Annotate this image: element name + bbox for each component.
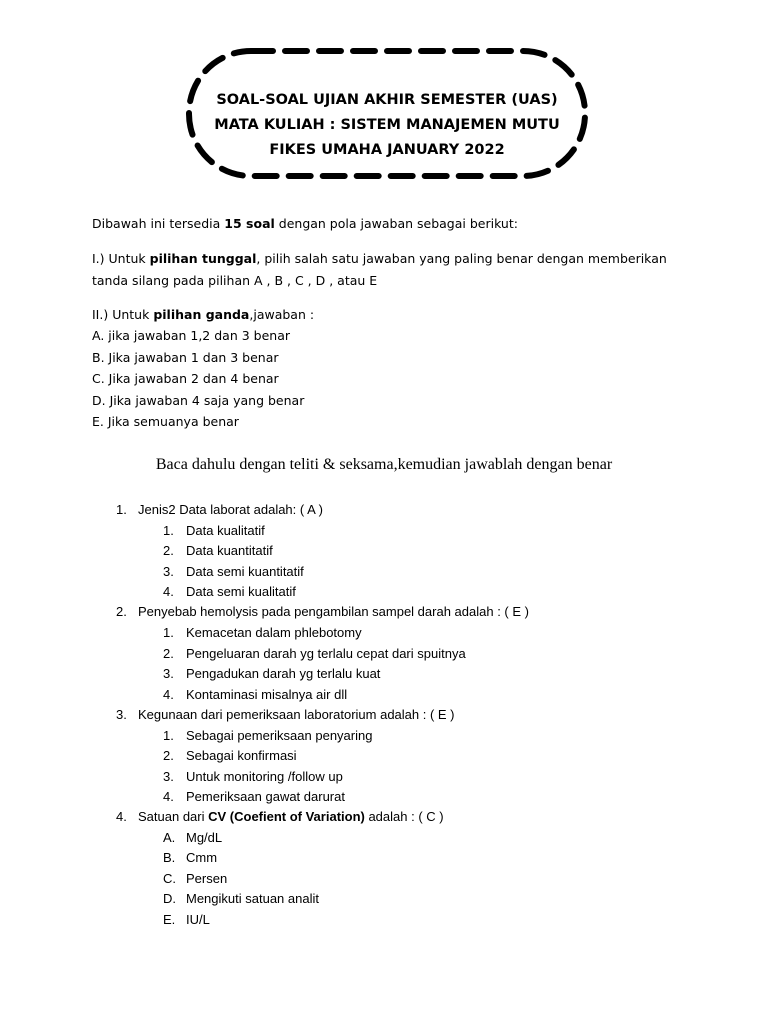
intro-bold: 15 soal <box>224 216 275 231</box>
intro-text: Dibawah ini tersedia <box>92 216 225 231</box>
intro-line-3: tanda silang pada pilihan A , B , C , D , atau E <box>92 273 378 288</box>
question-number: 2. <box>116 604 127 619</box>
option-number: 1. <box>163 625 174 640</box>
option-item <box>163 789 345 804</box>
option-text: IU/L <box>186 912 210 927</box>
option-number: 2. <box>163 748 174 763</box>
option-text: Cmm <box>186 850 218 865</box>
question-text: Satuan dari <box>138 809 209 824</box>
question-text-bold: CV (Coefient of Variation) <box>208 809 365 824</box>
question-text: Penyebab hemolysis pada pengambilan sampel darah adalah : ( E ) <box>138 604 529 619</box>
question-3 <box>116 707 455 722</box>
option-number: 4. <box>163 584 174 599</box>
option-number: 3. <box>163 564 174 579</box>
option-letter: E. <box>163 912 176 927</box>
rule-a: A. jika jawaban 1,2 dan 3 benar <box>92 328 290 343</box>
option-text: Sebagai pemeriksaan penyaring <box>186 728 373 743</box>
option-item <box>163 646 466 661</box>
rule-d: D. Jika jawaban 4 saja yang benar <box>92 393 305 408</box>
intro-text: II.) Untuk <box>92 307 154 322</box>
question-2 <box>116 604 529 619</box>
option-letter: D. <box>163 891 176 906</box>
option-text: Pemeriksaan gawat darurat <box>186 789 345 804</box>
rule-c: C. Jika jawaban 2 dan 4 benar <box>92 371 279 386</box>
option-item <box>163 748 297 763</box>
option-text: Kemacetan dalam phlebotomy <box>186 625 362 640</box>
option-item <box>163 687 347 702</box>
header-line-2: MATA KULIAH : SISTEM MANAJEMEN MUTU <box>214 117 560 133</box>
header-line-3: FIKES UMAHA JANUARY 2022 <box>269 142 505 158</box>
option-letter: A. <box>163 830 176 845</box>
option-item <box>163 666 380 681</box>
question-number: 4. <box>116 809 127 824</box>
option-number: 4. <box>163 687 174 702</box>
option-item <box>163 850 217 865</box>
option-text: Data kualitatif <box>186 523 265 538</box>
option-text: Pengeluaran darah yg terlalu cepat dari spuitnya <box>186 646 466 661</box>
option-number: 1. <box>163 728 174 743</box>
option-number: 1. <box>163 523 174 538</box>
option-text: Pengadukan darah yg terlalu kuat <box>186 666 381 681</box>
intro-text: , pilih salah satu jawaban yang paling benar dengan memberikan <box>256 251 667 266</box>
option-item <box>163 830 222 845</box>
intro-text: ,jawaban : <box>249 307 315 322</box>
option-text: Kontaminasi misalnya air dll <box>186 687 348 702</box>
question-1 <box>116 502 323 517</box>
question-text: Kegunaan dari pemeriksaan laboratorium adalah : ( E ) <box>138 707 455 722</box>
option-item <box>163 625 362 640</box>
intro-line-4 <box>92 307 314 322</box>
option-item <box>163 871 227 886</box>
option-number: 2. <box>163 646 174 661</box>
option-item <box>163 769 343 784</box>
option-item <box>163 584 296 599</box>
option-item <box>163 523 265 538</box>
question-4 <box>116 809 444 824</box>
header-title <box>184 88 590 163</box>
option-item <box>163 728 372 743</box>
question-number: 3. <box>116 707 127 722</box>
option-text: Mg/dL <box>186 830 223 845</box>
question-text: Jenis2 Data laborat adalah: ( A ) <box>138 502 324 517</box>
option-text: Sebagai konfirmasi <box>186 748 297 763</box>
option-number: 3. <box>163 769 174 784</box>
option-text: Data semi kualitatif <box>186 584 296 599</box>
instruction-heading: Baca dahulu dengan teliti & seksama,kemudian jawablah dengan benar <box>155 456 613 473</box>
intro-bold: pilihan tunggal <box>149 251 257 266</box>
option-number: 4. <box>163 789 174 804</box>
intro-text: dengan pola jawaban sebagai berikut: <box>274 216 518 231</box>
option-item <box>163 912 210 927</box>
intro-line-1 <box>92 216 518 231</box>
option-item <box>163 543 273 558</box>
header-line-1: SOAL-SOAL UJIAN AKHIR SEMESTER (UAS) <box>216 92 558 108</box>
question-text: adalah : ( C ) <box>364 809 444 824</box>
intro-bold: pilihan ganda <box>153 307 250 322</box>
option-text: Data semi kuantitatif <box>186 564 304 579</box>
question-number: 1. <box>116 502 127 517</box>
option-letter: B. <box>163 850 176 865</box>
rule-b: B. Jika jawaban 1 dan 3 benar <box>92 350 279 365</box>
option-text: Persen <box>186 871 228 886</box>
intro-text: I.) Untuk <box>92 251 150 266</box>
option-number: 2. <box>163 543 174 558</box>
intro-line-2 <box>92 251 667 266</box>
option-text: Data kuantitatif <box>186 543 273 558</box>
option-number: 3. <box>163 666 174 681</box>
header-box <box>184 46 590 181</box>
option-text: Untuk monitoring /follow up <box>186 769 343 784</box>
option-item <box>163 564 304 579</box>
option-item <box>163 891 319 906</box>
rule-e: E. Jika semuanya benar <box>92 414 239 429</box>
option-letter: C. <box>163 871 176 886</box>
option-text: Mengikuti satuan analit <box>186 891 319 906</box>
